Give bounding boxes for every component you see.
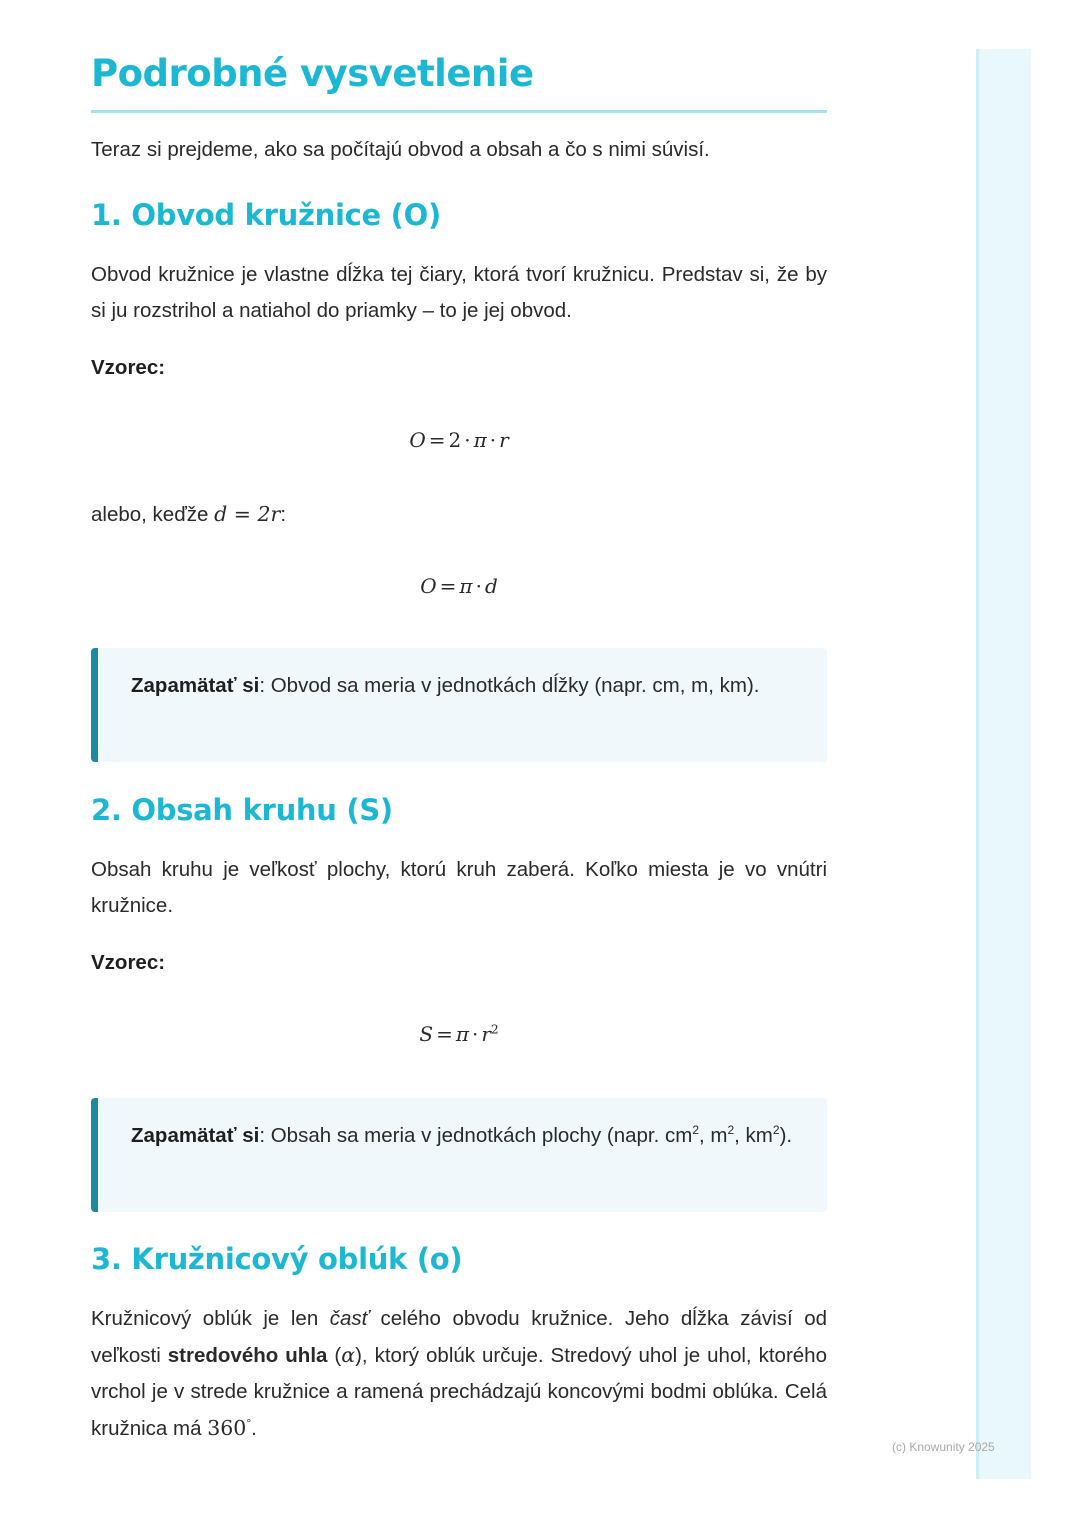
section-2-heading: 2. Obsah kruhu (S) <box>91 793 393 827</box>
formula-exponent: 2 <box>490 1022 499 1037</box>
formula-symbol: S <box>419 1022 434 1046</box>
formula-symbol: O <box>420 574 437 598</box>
formula-symbol: O <box>409 428 426 452</box>
callout-body: , km <box>734 1124 773 1147</box>
callout-accent-bar <box>91 648 98 762</box>
callout-text <box>131 668 801 704</box>
section-1-text: Obvod kružnice je vlastne dĺžka tej čiary, ktorá tvorí kružnicu. Predstav si, že by si ju rozstrihol a natiahol do priamky – to je jej obvod. <box>91 263 827 322</box>
intro-paragraph: Teraz si prejdeme, ako sa počítajú obvod a obsah a čo s nimi súvisí. <box>91 138 710 161</box>
remember-callout-1 <box>91 648 827 762</box>
formula-operator: · <box>472 1022 479 1046</box>
formula-operator: · <box>489 428 497 452</box>
alt-suffix: : <box>280 503 287 526</box>
callout-body: : Obvod sa meria v jednotkách dĺžky (napr. cm, m, km). <box>259 674 760 697</box>
section-1-heading: 1. Obvod kružnice (O) <box>91 198 441 232</box>
title-divider <box>91 110 827 113</box>
side-panel <box>976 49 1031 1479</box>
callout-body: : Obsah sa meria v jednotkách plochy (napr. cm <box>259 1124 693 1147</box>
formula-operator: = <box>428 428 446 452</box>
formula-symbol: π <box>473 428 487 452</box>
paragraph-text: ), ktorý oblúk určuje. Stredový uhol je uhol, ktorého vrchol je v strede kružnice a ramená prechádzajú koncovými bodmi oblúka. Celá kružnica má <box>91 1344 827 1440</box>
formula-operator: = <box>436 1022 453 1046</box>
unit-exponent: 2 <box>692 1123 699 1138</box>
formula-symbol: π <box>459 574 473 598</box>
alt-prefix: alebo, keďže <box>91 503 209 526</box>
circumference-diameter-formula <box>91 574 827 598</box>
unit-exponent: 2 <box>772 1123 780 1138</box>
formula-symbol: r <box>499 428 509 452</box>
paragraph-text: Kružnicový oblúk je len <box>91 1307 330 1330</box>
paragraph-text: celého obvodu kružnice. Jeho dĺžka závisí od veľkosti <box>91 1307 827 1367</box>
copyright-text: (c) Knowunity 2025 <box>892 1440 995 1454</box>
emphasis-text: časť <box>329 1307 369 1330</box>
paragraph-text: ( <box>327 1344 342 1367</box>
alt-math: d = 2r <box>214 502 281 526</box>
formula-symbol: π <box>455 1022 470 1046</box>
formula-symbol: 2 <box>448 428 462 452</box>
formula-operator: · <box>475 574 482 598</box>
circumference-formula <box>91 428 827 452</box>
page-title: Podrobné vysvetlenie <box>91 52 534 95</box>
callout-body: ). <box>779 1124 793 1147</box>
paragraph-text: . <box>251 1417 257 1440</box>
formula-symbol: d <box>484 574 498 598</box>
section-1-formula-label: Vzorec: <box>91 356 166 379</box>
callout-bold-label: Zapamätať si <box>131 674 260 697</box>
bold-term: stredového uhla <box>167 1344 328 1367</box>
callout-body: , m <box>699 1124 728 1147</box>
remember-callout-2 <box>91 1098 827 1212</box>
degree-sign: ° <box>246 1416 252 1431</box>
formula-operator: · <box>464 428 471 452</box>
formula-operator: = <box>439 574 457 598</box>
section-2-text: Obsah kruhu je veľkosť plochy, ktorú kruh zaberá. Koľko miesta je vo vnútri kružnice. <box>91 858 827 917</box>
alpha-symbol: α <box>341 1343 356 1367</box>
unit-exponent: 2 <box>727 1123 735 1138</box>
callout-bold-label: Zapamätať si <box>131 1124 260 1147</box>
area-formula <box>91 1022 827 1046</box>
section-3-heading: 3. Kružnicový oblúk (o) <box>91 1242 463 1276</box>
degree-value: 360 <box>207 1416 247 1440</box>
section-3-text <box>91 1301 827 1447</box>
callout-accent-bar <box>91 1098 98 1212</box>
alt-formula-intro <box>91 496 827 533</box>
callout-text <box>131 1118 801 1154</box>
formula-symbol: r <box>481 1022 491 1046</box>
section-2-formula-label: Vzorec: <box>91 951 166 974</box>
